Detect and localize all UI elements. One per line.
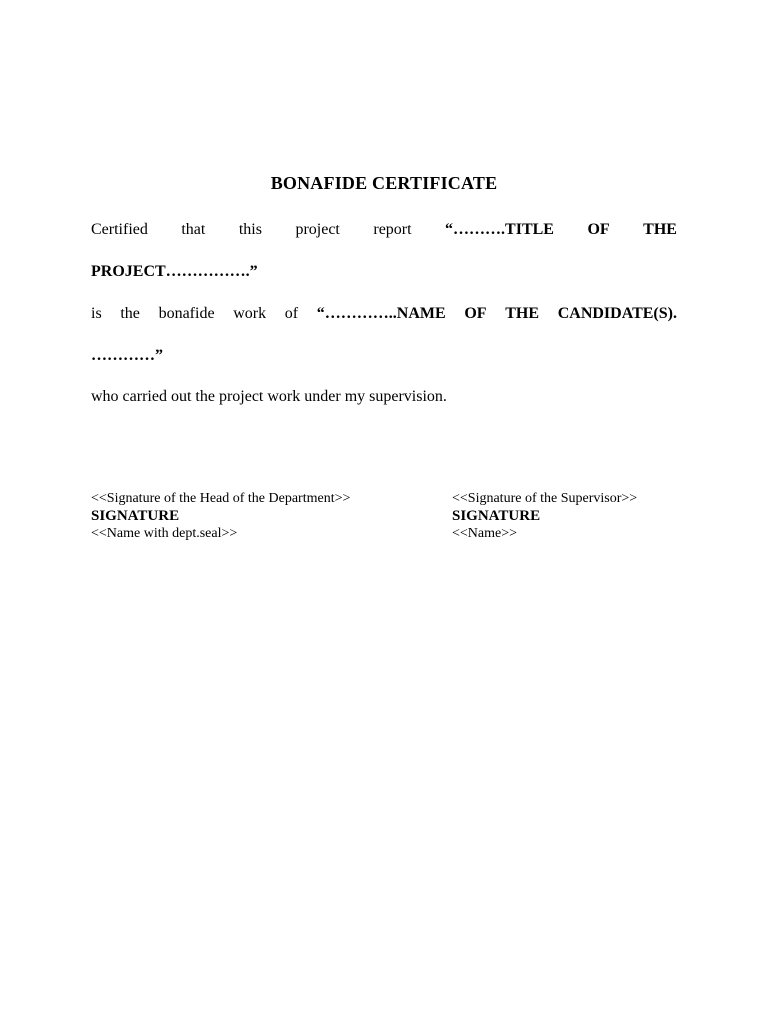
word: the [120,305,140,322]
project-title-placeholder: “……….TITLE [445,221,554,238]
certificate-line-5: who carried out the project work under my supervision. [91,388,447,405]
certificate-line-3 [91,305,677,323]
supervisor-signature-block [452,490,637,543]
word: that [181,221,206,238]
word: OF [587,221,610,238]
hod-signature-caption: <<Signature of the Head of the Department>> [91,491,351,506]
certificate-line-4: …………” [91,347,163,364]
word: report [373,221,412,238]
candidate-name-placeholder: “…………..NAME [316,305,446,322]
hod-signature-block [91,490,350,543]
hod-signature-label: SIGNATURE [91,507,180,524]
word: is [91,305,102,322]
word: THE [505,305,540,322]
word: THE [643,221,677,238]
word: project [295,221,340,238]
word: CANDIDATE(S). [557,305,677,322]
word: of [284,305,299,322]
word: Certified [91,221,148,238]
supervisor-name: <<Name>> [452,526,518,541]
word: OF [464,305,487,322]
certificate-line-2: PROJECT…………….” [91,263,258,280]
hod-name: <<Name with dept.seal>> [91,526,238,541]
certificate-title: BONAFIDE CERTIFICATE [270,173,498,193]
word: work [233,305,267,322]
word: this [238,221,262,238]
word: bonafide [158,305,215,322]
supervisor-signature-label: SIGNATURE [452,507,541,524]
certificate-line-1 [91,221,677,239]
supervisor-signature-caption: <<Signature of the Supervisor>> [452,491,638,506]
